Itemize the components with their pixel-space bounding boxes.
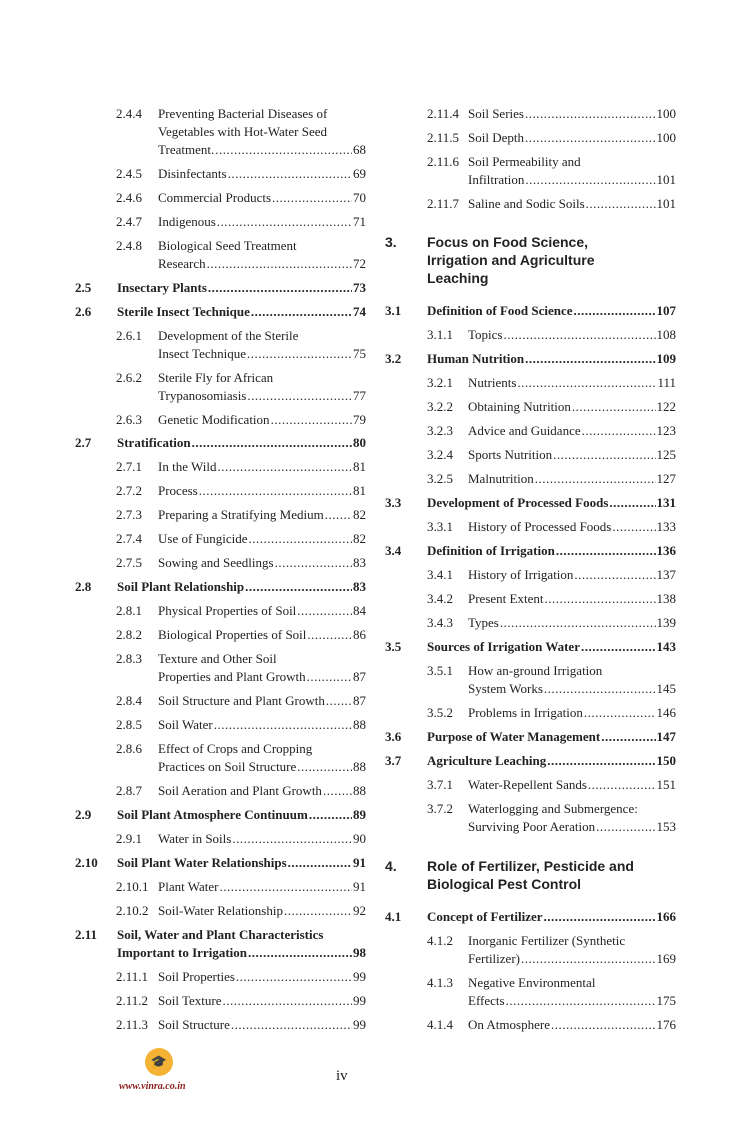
entry-number: 2.11.3 [116,1017,149,1032]
entry-title: Purpose of Water Management [427,729,601,744]
page-ref[interactable]: 153 [656,819,676,834]
dot-leader [222,992,352,1010]
entry-number: 3.3.1 [427,519,453,534]
entry-title: Advice and Guidance [468,423,581,438]
page-ref[interactable]: 151 [656,777,676,792]
entry-title: Types [468,615,499,630]
dot-leader [307,626,352,644]
page-ref[interactable]: 123 [656,423,676,438]
page-ref[interactable]: 86 [353,627,366,642]
entry-title: Leaching [427,270,489,286]
entry-title: How an-ground Irrigation [468,663,603,678]
entry-title: Soil Properties [158,969,235,984]
entry-title: Biological Seed Treatment [158,238,297,253]
page-ref[interactable]: 87 [353,693,366,708]
dot-leader [586,195,656,213]
entry-title: Soil Plant Relationship [117,579,245,594]
entry-number: 2.8.2 [116,627,142,642]
page-ref[interactable]: 125 [656,447,676,462]
page-ref[interactable]: 131 [656,495,676,510]
entry-number: 2.10.1 [116,879,149,894]
page-ref[interactable]: 99 [353,969,366,984]
entry-number: 3.4.3 [427,615,453,630]
dot-leader [609,494,655,512]
dot-leader [219,878,352,896]
entry-title: Irrigation and Agriculture [427,252,595,268]
dot-leader [228,165,352,183]
entry-title: System Works [468,681,543,696]
dot-leader [525,105,656,123]
entry-title: Nutrients [468,375,517,390]
entry-title: Definition of Food Science [427,303,573,318]
entry-number: 2.11.6 [427,154,460,169]
entry-number: 2.8 [75,579,92,594]
entry-title: Soil, Water and Plant Characteristics [117,927,324,942]
entry-title: Problems in Irrigation [468,705,583,720]
entry-title: Obtaining Nutrition [468,399,571,414]
entry-number: 2.11.7 [427,196,460,211]
entry-title: Soil Depth [468,130,524,145]
dot-leader [284,902,352,920]
entry-title: Effects [468,993,505,1008]
dot-leader [208,279,352,297]
entry-number: 2.4.5 [116,166,142,181]
entry-title: Trypanosomiasis [158,388,247,403]
entry-number: 3.2 [385,351,402,366]
dot-leader [584,704,656,722]
entry-title: Physical Properties of Soil [158,603,297,618]
dot-leader [297,758,352,776]
entry-title: Soil Series [468,106,524,121]
page-ref[interactable]: 88 [353,783,366,798]
entry-title: Disinfectants [158,166,227,181]
page-ref[interactable]: 99 [353,993,366,1008]
entry-number: 3.2.5 [427,471,453,486]
entry-title: Surviving Poor Aeration [468,819,596,834]
entry-number: 2.8.7 [116,783,142,798]
entry-title: Infiltration [468,172,525,187]
dot-leader [247,387,352,405]
entry-number: 2.11.1 [116,969,149,984]
dot-leader [596,818,655,836]
page-ref[interactable]: 169 [656,951,676,966]
page-ref[interactable]: 145 [656,681,676,696]
entry-title: Concept of Fertilizer [427,909,543,924]
entry-title: Inorganic Fertilizer (Synthetic [468,933,626,948]
page-ref[interactable]: 77 [353,388,366,403]
dot-leader [232,830,352,848]
dot-leader [572,398,656,416]
dot-leader [601,728,655,746]
page-ref[interactable]: 91 [353,879,366,894]
entry-number: 2.7.1 [116,459,142,474]
page-ref[interactable]: 82 [353,531,366,546]
dot-leader [503,326,655,344]
entry-title: Indigenous [158,214,216,229]
entry-title: Topics [468,327,503,342]
entry-title: Soil Structure [158,1017,230,1032]
page-ref[interactable]: 109 [656,351,676,366]
entry-title: Focus on Food Science, [427,234,589,250]
dot-leader [214,716,352,734]
entry-number: 3.5.2 [427,705,453,720]
entry-number: 4.1.3 [427,975,453,990]
page-ref[interactable]: 147 [656,729,676,744]
page-ref[interactable]: 70 [353,190,366,205]
entry-title: History of Processed Foods [468,519,612,534]
page-ref[interactable]: 75 [353,346,366,361]
dot-leader [245,578,352,596]
entry-number: 3.2.3 [427,423,453,438]
dot-leader [525,171,655,189]
dot-leader [207,255,352,273]
entry-number: 2.11.2 [116,993,149,1008]
page-ref[interactable]: 166 [656,909,676,924]
dot-leader [309,806,352,824]
entry-title: Insect Technique [158,346,247,361]
entry-title: Present Extent [468,591,544,606]
entry-number: 2.8.6 [116,741,142,756]
entry-number: 3.1.1 [427,327,453,342]
entry-number: 2.5 [75,280,92,295]
dot-leader [582,422,656,440]
entry-title: Vegetables with Hot-Water Seed [158,124,327,139]
entry-number: 2.10 [75,855,98,870]
dot-leader [544,908,656,926]
entry-title: Soil Plant Water Relationships [117,855,287,870]
dot-leader [215,141,352,159]
page-ref[interactable]: 139 [656,615,676,630]
entry-number: 2.6.1 [116,328,142,343]
entry-number: 2.8.1 [116,603,142,618]
entry-title: Waterlogging and Submergence: [468,801,638,816]
entry-title: Fertilizer) [468,951,520,966]
page-ref[interactable]: 90 [353,831,366,846]
dot-leader [307,668,352,686]
entry-number: 2.8.5 [116,717,142,732]
entry-title: Malnutrition [468,471,534,486]
entry-number: 2.10.2 [116,903,149,918]
entry-title: Treatment. [158,142,215,157]
entry-title: Agriculture Leaching [427,753,547,768]
page-ref[interactable]: 72 [353,256,366,271]
entry-number: 2.7.5 [116,555,142,570]
entry-title: Stratification [117,435,191,450]
page-ref[interactable]: 89 [353,807,366,822]
dot-leader [236,968,352,986]
page-ref[interactable]: 150 [656,753,676,768]
entry-number: 2.7 [75,435,92,450]
entry-number: 3.4.2 [427,591,453,606]
dot-leader [535,470,656,488]
entry-number: 2.6 [75,304,92,319]
entry-title: Soil Permeability and [468,154,581,169]
entry-number: 2.4.8 [116,238,142,253]
page-ref[interactable]: 136 [656,543,676,558]
entry-number: 3.4.1 [427,567,453,582]
page-ref[interactable]: 80 [353,435,366,450]
page-ref[interactable]: 175 [656,993,676,1008]
entry-title: Biological Properties of Soil [158,627,307,642]
entry-title: Important to Irrigation [117,945,247,960]
page-ref[interactable]: 111 [657,375,676,390]
page-ref[interactable]: 101 [656,172,676,187]
dot-leader [217,458,352,476]
page-ref[interactable]: 133 [656,519,676,534]
page-ref[interactable]: 100 [656,106,676,121]
page-ref[interactable]: 99 [353,1017,366,1032]
page-ref[interactable]: 81 [353,459,366,474]
entry-title: Insectary Plants [117,280,207,295]
page-ref[interactable]: 91 [353,855,366,870]
page-number: iv [336,1068,348,1084]
entry-title: Water-Repellent Sands [468,777,587,792]
entry-number: 3.2.4 [427,447,453,462]
entry-title: Sports Nutrition [468,447,553,462]
dot-leader [521,950,656,968]
dot-leader [517,374,656,392]
entry-number: 3.3 [385,495,402,510]
dot-leader [588,776,656,794]
dot-leader [525,350,655,368]
dot-leader [247,345,352,363]
page-ref[interactable]: 71 [353,214,366,229]
dot-leader [325,506,352,524]
page-ref[interactable]: 122 [656,399,676,414]
dot-leader [556,542,656,560]
entry-title: Commercial Products [158,190,272,205]
page-ref[interactable]: 107 [656,303,676,318]
dot-leader [581,638,656,656]
page-ref[interactable]: 83 [353,579,366,594]
entry-title: Soil Texture [158,993,222,1008]
entry-number: 2.11.4 [427,106,460,121]
entry-title: Research [158,256,206,271]
page-ref[interactable]: 87 [353,669,366,684]
page-ref[interactable]: 82 [353,507,366,522]
page-ref[interactable]: 74 [353,304,366,319]
entry-number: 2.4.6 [116,190,142,205]
entry-number: 3.5.1 [427,663,453,678]
entry-number: 2.4.7 [116,214,142,229]
entry-title: Preparing a Stratifying Medium [158,507,324,522]
entry-title: Use of Fungicide [158,531,248,546]
entry-title: Sterile Insect Technique [117,304,250,319]
page-ref[interactable]: 88 [353,759,366,774]
entry-title: Saline and Sodic Soils [468,196,585,211]
page-ref[interactable]: 84 [353,603,366,618]
dot-leader [275,554,352,572]
entry-title: Soil Plant Atmosphere Continuum [117,807,308,822]
dot-leader [551,1016,656,1034]
entry-title: Development of Processed Foods [427,495,609,510]
page-ref[interactable]: 92 [353,903,366,918]
entry-title: In the Wild [158,459,217,474]
entry-number: 2.11 [75,927,98,942]
dot-leader [217,213,352,231]
entry-number: 2.11.5 [427,130,460,145]
entry-title: Biological Pest Control [427,876,582,892]
dot-leader [525,129,656,147]
page-ref[interactable]: 138 [656,591,676,606]
entry-number: 3.4 [385,543,402,558]
entry-title: Sterile Fly for African [158,370,274,385]
entry-number: 2.9.1 [116,831,142,846]
entry-number: 2.9 [75,807,92,822]
page-ref[interactable]: 68 [353,142,366,157]
entry-number: 3.7.1 [427,777,453,792]
dot-leader [271,411,352,429]
page-ref[interactable]: 81 [353,483,366,498]
page-ref[interactable]: 101 [656,196,676,211]
entry-number: 3.6 [385,729,402,744]
entry-number: 2.8.3 [116,651,142,666]
dot-leader [199,482,352,500]
entry-number: 3.2.1 [427,375,453,390]
entry-title: Human Nutrition [427,351,525,366]
entry-title: Water in Soils [158,831,232,846]
dot-leader [323,782,352,800]
dot-leader [272,189,352,207]
page-ref[interactable]: 108 [656,327,676,342]
entry-number: 3.7 [385,753,402,768]
dot-leader [248,944,352,962]
entry-number: 3.1 [385,303,402,318]
entry-title: Development of the Sterile [158,328,299,343]
entry-title: Soil Structure and Plant Growth [158,693,325,708]
entry-number: 3.5 [385,639,402,654]
entry-number: 2.8.4 [116,693,142,708]
entry-title: History of Irrigation [468,567,574,582]
entry-number: 2.7.3 [116,507,142,522]
entry-title: Role of Fertilizer, Pesticide and [427,858,634,874]
entry-title: Properties and Plant Growth [158,669,306,684]
entry-title: Effect of Crops and Cropping [158,741,313,756]
page-ref[interactable]: 143 [656,639,676,654]
dot-leader [544,590,655,608]
entry-number: 2.7.4 [116,531,142,546]
entry-title: Negative Environmental [468,975,596,990]
entry-number: 3.7.2 [427,801,453,816]
dot-leader [544,680,656,698]
dot-leader [506,992,656,1010]
dot-leader [500,614,656,632]
page-ref[interactable]: 176 [656,1017,676,1032]
entry-title: Sowing and Seedlings [158,555,274,570]
entry-title: Texture and Other Soil [158,651,277,666]
entry-number: 4. [385,858,397,874]
entry-number: 3. [385,234,397,250]
entry-title: On Atmosphere [468,1017,550,1032]
page-ref[interactable]: 83 [353,555,366,570]
dot-leader [612,518,655,536]
entry-number: 2.6.2 [116,370,142,385]
page-ref[interactable]: 79 [353,412,366,427]
dot-leader [231,1016,352,1034]
entry-title: Definition of Irrigation [427,543,555,558]
entry-number: 2.4.4 [116,106,142,121]
page-ref[interactable]: 73 [353,280,366,295]
dot-leader [326,692,352,710]
page-ref[interactable]: 69 [353,166,366,181]
entry-title: Soil Water [158,717,213,732]
page-ref[interactable]: 137 [656,567,676,582]
entry-number: 2.7.2 [116,483,142,498]
entry-number: 2.6.3 [116,412,142,427]
dot-leader [192,434,352,452]
website-link[interactable]: www.vinra.co.in [119,1081,186,1092]
page-ref[interactable]: 146 [656,705,676,720]
dot-leader [288,854,352,872]
dot-leader [249,530,352,548]
dot-leader [574,302,656,320]
dot-leader [547,752,655,770]
entry-title: Soil-Water Relationship [158,903,283,918]
entry-title: Process [158,483,198,498]
page-ref[interactable]: 88 [353,717,366,732]
entry-number: 4.1.2 [427,933,453,948]
page-ref[interactable]: 127 [656,471,676,486]
entry-title: Genetic Modification [158,412,270,427]
entry-title: Plant Water [158,879,219,894]
page-ref[interactable]: 98 [353,945,366,960]
dot-leader [297,602,352,620]
entry-number: 4.1.4 [427,1017,453,1032]
entry-number: 4.1 [385,909,402,924]
entry-title: Practices on Soil Structure [158,759,297,774]
entry-title: Preventing Bacterial Diseases of [158,106,328,121]
page-ref[interactable]: 100 [656,130,676,145]
graduation-cap-icon: 🎓 [145,1048,173,1076]
dot-leader [251,303,352,321]
entry-number: 3.2.2 [427,399,453,414]
entry-title: Sources of Irrigation Water [427,639,580,654]
entry-title: Soil Aeration and Plant Growth [158,783,322,798]
dot-leader [574,566,655,584]
dot-leader [553,446,655,464]
